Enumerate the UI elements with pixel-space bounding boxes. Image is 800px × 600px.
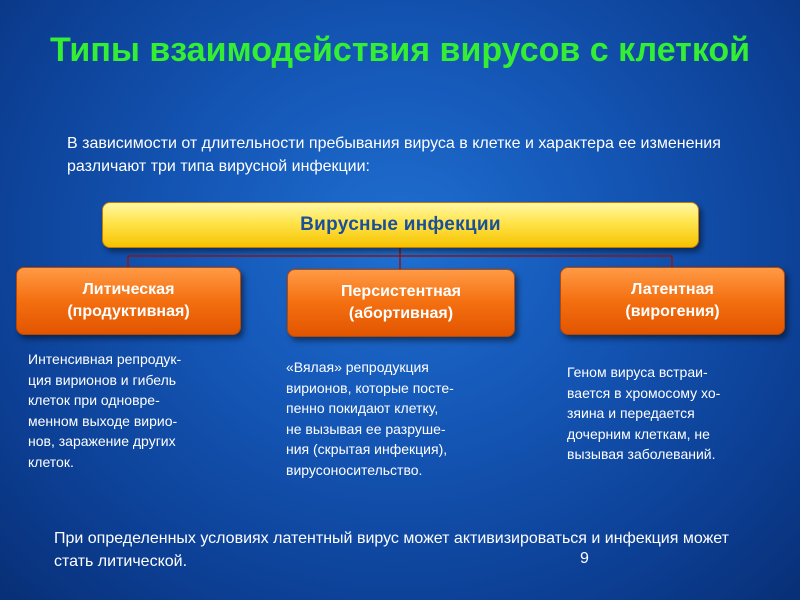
type-latent-name: Латентная bbox=[631, 281, 714, 298]
page-number: 9 bbox=[580, 550, 589, 567]
type-latent-subname: (вирогения) bbox=[625, 303, 720, 320]
type-box-lytic bbox=[16, 267, 241, 335]
type-persistent-name: Персистентная bbox=[341, 283, 461, 300]
description-latent: Геном вируса встраи- вается в хромосому хо- зяина и передается дочерним клеткам, не вызывая заболеваний. bbox=[567, 364, 721, 462]
footer-note: При определенных условиях латентный вирус может активизироваться и инфекция может стать литической. bbox=[54, 530, 729, 570]
intro-text: В зависимости от длительности пребывания вируса в клетке и характера ее изменения различают три типа вирусной инфекции: bbox=[67, 135, 721, 175]
type-lytic-subname: (продуктивная) bbox=[67, 303, 190, 320]
type-box-persistent bbox=[287, 269, 515, 337]
slide-title: Типы взаимодействия вирусов с клеткой bbox=[49, 31, 751, 69]
type-box-latent bbox=[560, 267, 785, 335]
description-persistent: «Вялая» репродукция вирионов, которые посте- пенно покидают клетку, не вызывая ее разруше- ния (скрытая инфекция), вирусоносительство. bbox=[286, 359, 454, 478]
description-lytic: Интенсивная репродук- ция вирионов и гибель клеток при одновре- менном выходе вирио- нов, заражение других клеток. bbox=[28, 351, 182, 470]
root-box-viral-infections: Вирусные инфекции bbox=[102, 202, 699, 248]
type-lytic-name: Литическая bbox=[82, 281, 175, 298]
type-persistent-subname: (абортивная) bbox=[348, 305, 454, 322]
